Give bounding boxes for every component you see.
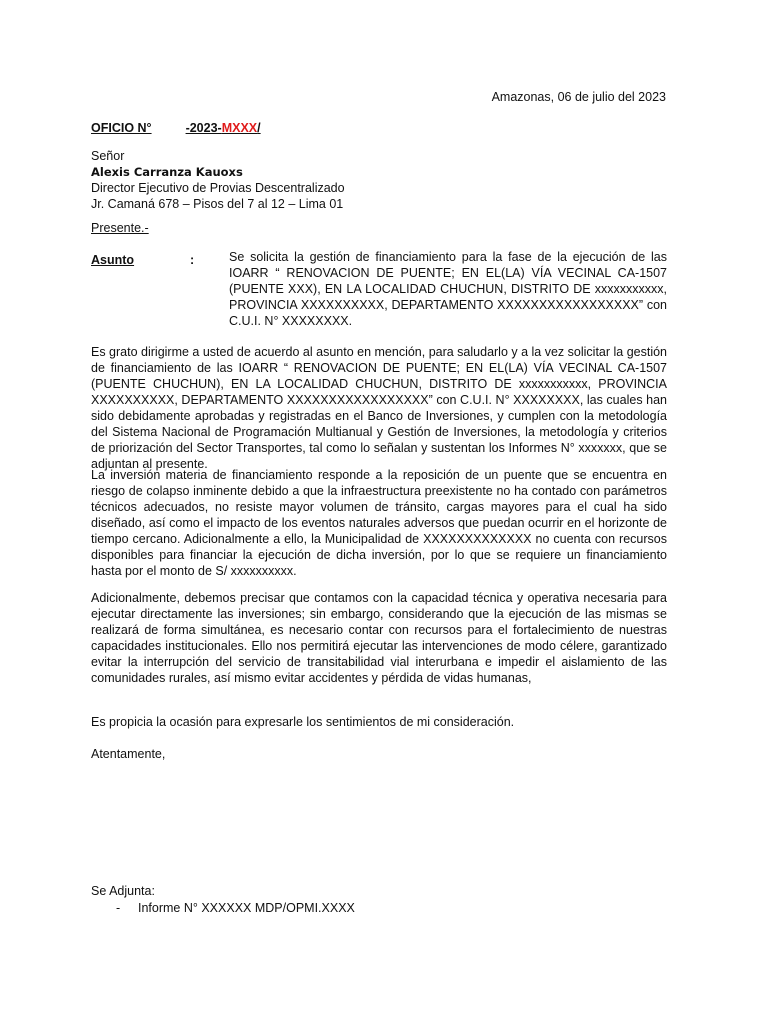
oficio-code: MXXX xyxy=(221,121,258,135)
attachment-item xyxy=(116,900,355,916)
presente-label: Presente.- xyxy=(91,221,149,235)
addressee-position: Director Ejecutivo de Provias Descentralizado xyxy=(91,181,345,195)
body-paragraph-4: Es propicia la ocasión para expresarle los sentimientos de mi consideración. xyxy=(91,715,515,729)
attachments-label: Se Adjunta: xyxy=(91,884,155,898)
addressee-address: Jr. Camaná 678 – Pisos del 7 al 12 – Lima 01 xyxy=(91,197,344,211)
body-paragraph-3: Adicionalmente, debemos precisar que contamos con la capacidad técnica y operativa necesaria para ejecutar directamente las inversiones; sin embargo, considerando que la ejecución de las mismas se realizará de forma simultánea, es necesario contar con recursos para el fortalecimiento de nuestras capacidades institucionales. Ello nos permitirá ejecutar las intervenciones de modo célere, garantizado evitar la interrupción del servicio de transitabilidad vial interurbana e impedir el aislamiento de las comunidades rurales, así mismo evitar accidentes y pérdida de vidas humanas, xyxy=(91,591,667,685)
oficio-prefix: OFICIO N° xyxy=(91,121,152,135)
addressee-block xyxy=(91,148,651,212)
salutation: Señor xyxy=(91,149,125,163)
asunto-text: Se solicita la gestión de financiamiento para la fase de la ejecución de las IOARR “ RENOVACION DE PUENTE; EN EL(LA) VÍA VECINAL CA-1507 (PUENTE XXX), EN LA LOCALIDAD CHUCHUN, DISTRITO DE xxxxxxxxxxx, PROVINCIA XXXXXXXXXX, DEPARTAMENTO XXXXXXXXXXXXXXXXX” con C.U.I. N° XXXXXXXX. xyxy=(229,250,667,328)
oficio-year: -2023- xyxy=(185,121,222,135)
oficio-number xyxy=(91,120,261,136)
attachment-item-text: Informe N° XXXXXX MDP/OPMI.XXXX xyxy=(138,901,355,915)
bullet-dash: - xyxy=(116,901,121,915)
oficio-suffix: / xyxy=(257,121,261,135)
body-paragraph-1: Es grato dirigirme a usted de acuerdo al asunto en mención, para saludarlo y a la vez solicitar la gestión de financiamiento de las IOARR “ RENOVACION DE PUENTE; EN EL(LA) VÍA VECINAL CA-1507 (PUENTE CHUCHUN), EN LA LOCALIDAD CHUCHUN, DISTRITO DE xxxxxxxxxxx, PROVINCIA XXXXXXXXXX, DEPARTAMENTO XXXXXXXXXXXXXXXXX” con C.U.I. N° XXXXXXXX, las cuales han sido debidamente aprobadas y registradas en el Banco de Inversiones, y cumplen con la metodología del Sistema Nacional de Programación Multianual y Gestión de Inversiones, la metodología y criterios de priorización del Sector Transportes, tal como lo señalan y sustentan los Informes N° xxxxxxx, que se adjuntan al presente. xyxy=(91,345,668,471)
closing-line: Atentamente, xyxy=(91,747,166,761)
addressee-name: Alexis Carranza Kauoxs xyxy=(91,165,243,179)
asunto-label: Asunto xyxy=(91,253,135,267)
date-line: Amazonas, 06 de julio del 2023 xyxy=(491,90,666,104)
asunto-colon: : xyxy=(190,253,195,267)
body-paragraph-2: La inversión materia de financiamiento responde a la reposición de un puente que se encuentra en riesgo de colapso inminente debido a que la infraestructura preexistente no ha contado con parámetros técnicos adecuados, no resiste mayor volumen de tránsito, cargas mayores para el cual ha sido diseñado, así como el impacto de los eventos naturales adversos que puedan ocurrir en el horizonte de tiempo cercano. Adicionalmente a ello, la Municipalidad de XXXXXXXXXXXXX no cuenta con recursos disponibles para financiar la ejecución de dicha inversión, por lo que se requiere un financiamiento hasta por el monto de S/ xxxxxxxxxx. xyxy=(91,468,667,578)
